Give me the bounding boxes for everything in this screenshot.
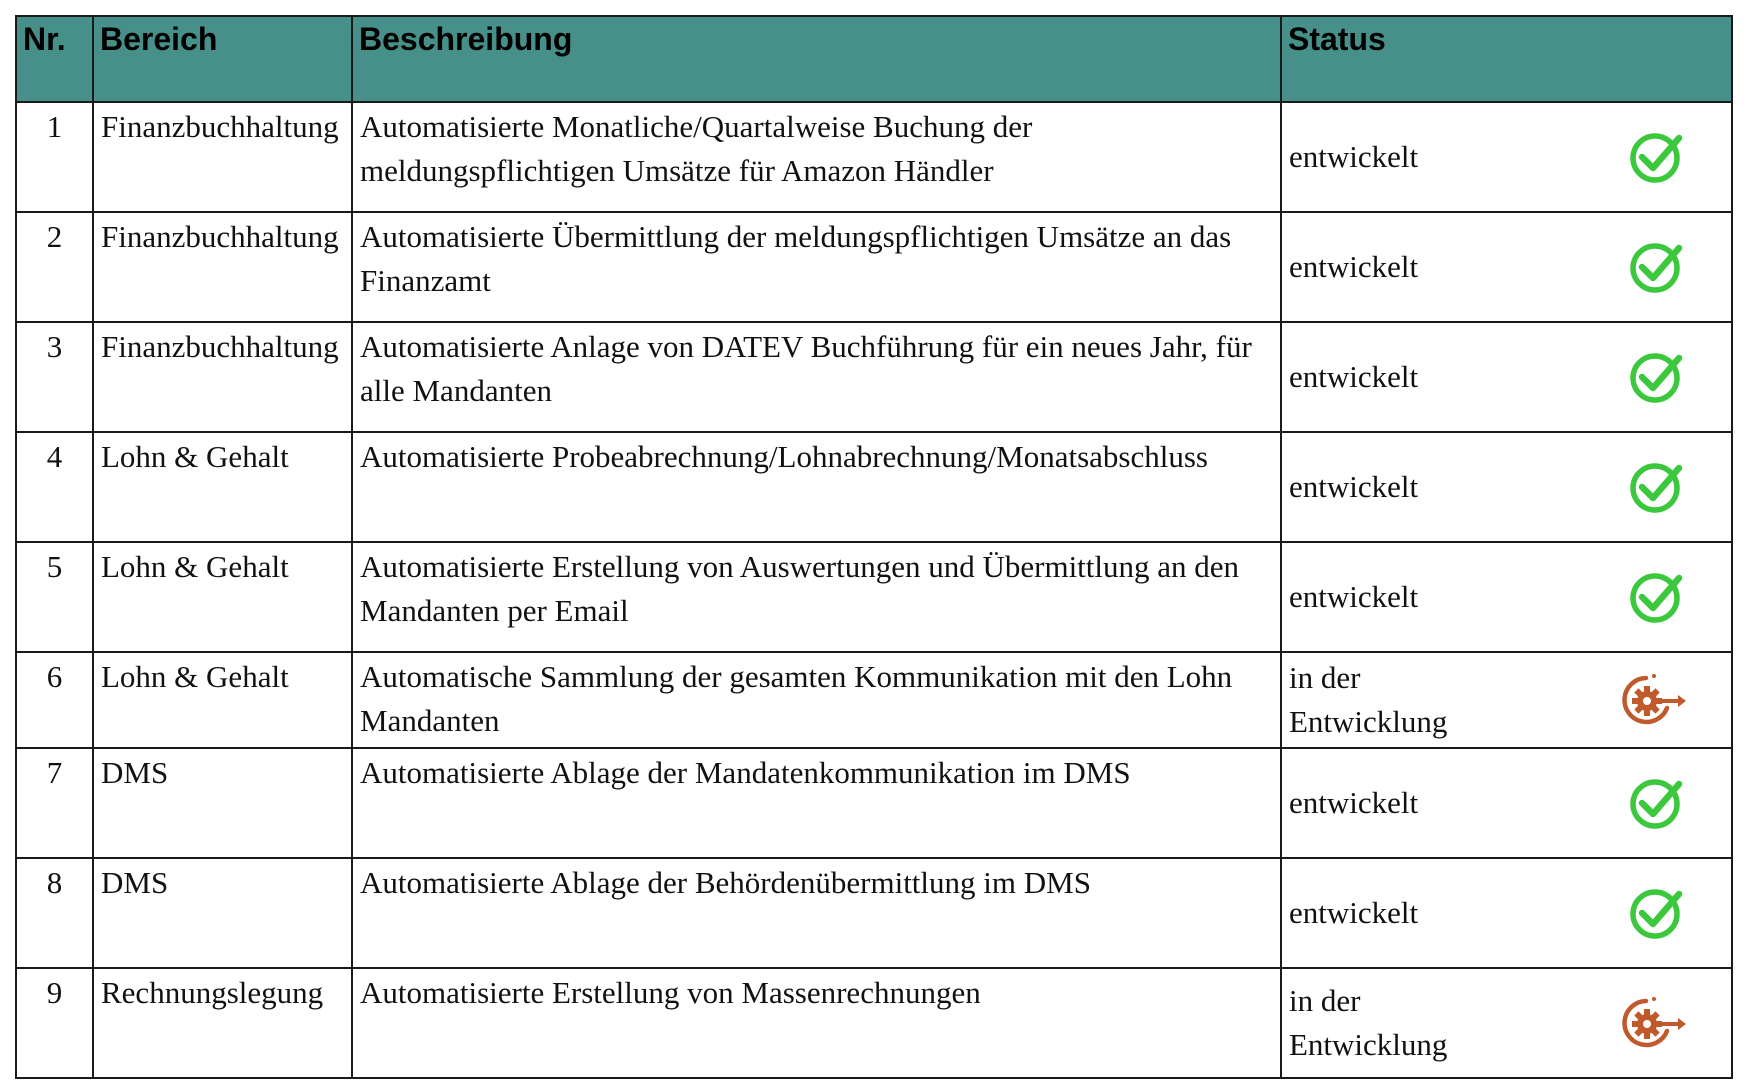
cell-nr: 1 bbox=[16, 102, 93, 212]
status-label: entwickelt bbox=[1289, 139, 1419, 174]
cell-bereich: Lohn & Gehalt bbox=[93, 542, 352, 652]
check-circle-icon bbox=[1628, 129, 1684, 185]
status-badge bbox=[1289, 129, 1724, 185]
status-label: entwickelt bbox=[1289, 785, 1419, 820]
status-label: in der Entwicklung bbox=[1289, 660, 1448, 739]
cell-beschreibung: Automatisierte Anlage von DATEV Buchführung für ein neues Jahr, für alle Mandanten bbox=[352, 322, 1281, 432]
cell-nr: 9 bbox=[16, 968, 93, 1078]
cell-nr: 5 bbox=[16, 542, 93, 652]
table-row bbox=[16, 322, 1732, 432]
cell-beschreibung: Automatische Sammlung der gesamten Kommunikation mit den Lohn Mandanten bbox=[352, 652, 1281, 748]
cell-nr: 6 bbox=[16, 652, 93, 748]
cell-status bbox=[1281, 858, 1732, 968]
cell-beschreibung: Automatisierte Erstellung von Auswertungen und Übermittlung an den Mandanten per Email bbox=[352, 542, 1281, 652]
cell-bereich: DMS bbox=[93, 748, 352, 858]
status-badge bbox=[1289, 459, 1724, 515]
status-badge bbox=[1289, 775, 1724, 831]
status-label: entwickelt bbox=[1289, 895, 1419, 930]
table-body bbox=[16, 102, 1732, 1078]
cell-beschreibung: Automatisierte Ablage der Behördenübermittlung im DMS bbox=[352, 858, 1281, 968]
cell-status bbox=[1281, 212, 1732, 322]
header-beschreibung: Beschreibung bbox=[352, 16, 1281, 102]
cell-status bbox=[1281, 652, 1732, 748]
check-circle-icon bbox=[1628, 885, 1684, 941]
status-table-container bbox=[15, 15, 1731, 1079]
status-label: entwickelt bbox=[1289, 249, 1419, 284]
cell-nr: 4 bbox=[16, 432, 93, 542]
check-circle-icon bbox=[1628, 459, 1684, 515]
cell-bereich: Lohn & Gehalt bbox=[93, 652, 352, 748]
header-status: Status bbox=[1281, 16, 1732, 102]
table-row bbox=[16, 748, 1732, 858]
cell-bereich: Finanzbuchhaltung bbox=[93, 322, 352, 432]
cell-bereich: DMS bbox=[93, 858, 352, 968]
table-row bbox=[16, 652, 1732, 748]
table-row bbox=[16, 858, 1732, 968]
cell-beschreibung: Automatisierte Monatliche/Quartalweise Buchung der meldungspflichtigen Umsätze für Amazon Händler bbox=[352, 102, 1281, 212]
status-badge bbox=[1289, 239, 1724, 295]
table-row bbox=[16, 212, 1732, 322]
cell-bereich: Lohn & Gehalt bbox=[93, 432, 352, 542]
cell-status bbox=[1281, 102, 1732, 212]
cell-status bbox=[1281, 748, 1732, 858]
cell-nr: 3 bbox=[16, 322, 93, 432]
check-circle-icon bbox=[1628, 569, 1684, 625]
cell-bereich: Rechnungslegung bbox=[93, 968, 352, 1078]
table-row bbox=[16, 542, 1732, 652]
status-label: in der Entwicklung bbox=[1289, 983, 1448, 1062]
cell-beschreibung: Automatisierte Erstellung von Massenrechnungen bbox=[352, 968, 1281, 1078]
table-row bbox=[16, 102, 1732, 212]
cell-status bbox=[1281, 542, 1732, 652]
cell-status bbox=[1281, 968, 1732, 1078]
cell-nr: 7 bbox=[16, 748, 93, 858]
status-badge bbox=[1289, 656, 1724, 744]
table-row bbox=[16, 968, 1732, 1078]
gear-progress-icon bbox=[1620, 995, 1694, 1051]
status-label: entwickelt bbox=[1289, 359, 1419, 394]
table-row bbox=[16, 432, 1732, 542]
status-badge bbox=[1289, 885, 1724, 941]
status-badge bbox=[1289, 979, 1724, 1067]
status-badge bbox=[1289, 349, 1724, 405]
status-label: entwickelt bbox=[1289, 579, 1419, 614]
check-circle-icon bbox=[1628, 775, 1684, 831]
cell-status bbox=[1281, 322, 1732, 432]
cell-nr: 2 bbox=[16, 212, 93, 322]
check-circle-icon bbox=[1628, 239, 1684, 295]
header-nr: Nr. bbox=[16, 16, 93, 102]
check-circle-icon bbox=[1628, 349, 1684, 405]
cell-nr: 8 bbox=[16, 858, 93, 968]
cell-status bbox=[1281, 432, 1732, 542]
cell-beschreibung: Automatisierte Probeabrechnung/Lohnabrechnung/Monatsabschluss bbox=[352, 432, 1281, 542]
cell-bereich: Finanzbuchhaltung bbox=[93, 102, 352, 212]
cell-beschreibung: Automatisierte Ablage der Mandatenkommunikation im DMS bbox=[352, 748, 1281, 858]
table-header-row bbox=[16, 16, 1732, 102]
gear-progress-icon bbox=[1620, 672, 1694, 728]
header-bereich: Bereich bbox=[93, 16, 352, 102]
status-label: entwickelt bbox=[1289, 469, 1419, 504]
status-table bbox=[15, 15, 1733, 1079]
status-badge bbox=[1289, 569, 1724, 625]
cell-beschreibung: Automatisierte Übermittlung der meldungspflichtigen Umsätze an das Finanzamt bbox=[352, 212, 1281, 322]
cell-bereich: Finanzbuchhaltung bbox=[93, 212, 352, 322]
